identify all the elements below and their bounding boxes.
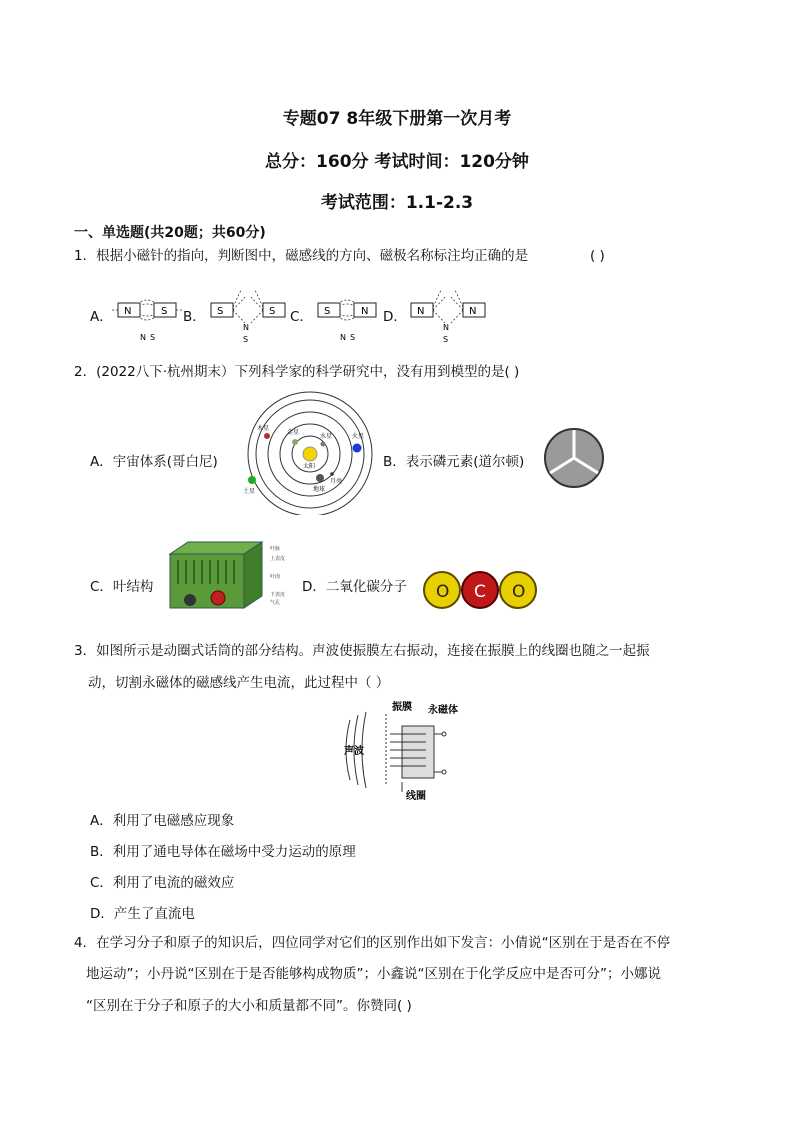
q1-stem: 1．根据小磁针的指向，判断图中，磁感线的方向、磁极名称标注均正确的是 <box>74 248 529 264</box>
coil-label: 线圈 <box>406 791 426 800</box>
q4-line1: 4．在学习分子和原子的知识后，四位同学对它们的区别作出如下发言：小倩说“区别在于是否在不停 <box>74 935 671 951</box>
page-title: 专题07 8年级下册第一次月考 <box>282 109 512 129</box>
q3-option-c: C．利用了电流的磁效应 <box>90 875 235 891</box>
q2-option-b: B．表示磷元素(道尔顿) <box>383 454 525 470</box>
needle-s: S <box>243 335 249 344</box>
leaf-label: 叶脉 <box>270 546 281 552</box>
q2-option-d: D．二氧化碳分子 <box>302 579 407 595</box>
q4-line2: 地运动”；小丹说“区别在于是否能够构成物质”；小鑫说“区别在于化学反应中是否可分”；小娜说 <box>86 966 661 982</box>
planet-label: 土星 <box>243 488 256 495</box>
needle-s: S <box>350 333 356 342</box>
atom-label: C <box>474 582 486 602</box>
atom-label: O <box>512 582 526 602</box>
q2-phosphorus-symbol <box>543 427 605 489</box>
q1-option-c-label: C． <box>290 309 313 325</box>
pole-n: N <box>124 306 132 317</box>
q2-co2-molecule <box>420 568 540 612</box>
planet-label: 火星 <box>352 433 365 440</box>
planet-label: 水星 <box>320 433 333 440</box>
pole-s: S <box>161 306 168 317</box>
needle-n: N <box>140 333 146 342</box>
atom-label: O <box>436 582 450 602</box>
q3-option-d: D．产生了直流电 <box>90 906 195 922</box>
planet-label: 地球 <box>313 486 326 493</box>
section-heading: 一、单选题(共20题；共60分) <box>74 225 266 241</box>
pole-n: N <box>417 306 425 317</box>
q4-line3: “区别在于分子和原子的大小和质量都不同”。你赞同( ) <box>86 998 412 1014</box>
leaf-label: 气孔 <box>270 600 281 606</box>
pole-s: S <box>269 306 276 317</box>
q1-answer-bracket: ( ) <box>590 248 605 264</box>
needle-s: S <box>443 335 449 344</box>
planet-label: 金星 <box>287 429 300 436</box>
pole-s: S <box>217 306 224 317</box>
score-time-line: 总分：160分 考试时间：120分钟 <box>265 152 529 172</box>
magnet-label: 永磁体 <box>428 705 458 716</box>
q1-option-d-label: D． <box>383 309 407 325</box>
q1-diagram-d <box>405 285 490 345</box>
q3-stem-line2: 动，切割永磁体的磁感线产生电流，此过程中（ ） <box>88 675 390 691</box>
q3-option-a: A．利用了电磁感应现象 <box>90 813 235 829</box>
needle-n: N <box>243 323 249 332</box>
needle-n: N <box>443 323 449 332</box>
q3-microphone-figure <box>340 700 470 800</box>
q1-diagram-a <box>110 285 185 345</box>
sound-wave-label: 声波 <box>344 746 364 757</box>
q3-stem-line1: 3．如图所示是动圈式话筒的部分结构。声波使振膜左右振动，连接在振膜上的线圈也随之一起振 <box>74 643 650 659</box>
leaf-label: 叶肉 <box>270 574 281 580</box>
q1-option-a-label: A． <box>90 309 113 325</box>
diaphragm-label: 振膜 <box>392 702 412 713</box>
q2-option-a: A．宇宙体系(哥白尼) <box>90 454 218 470</box>
exam-scope-line: 考试范围：1.1-2.3 <box>320 193 474 213</box>
pole-n: N <box>361 306 369 317</box>
q2-stem: 2．(2022八下·杭州期末）下列科学家的科学研究中，没有用到模型的是( ) <box>74 364 520 380</box>
planet-label: 月亮 <box>330 478 343 485</box>
leaf-label: 下表皮 <box>270 592 286 598</box>
pole-s: S <box>324 306 331 317</box>
q3-option-b: B．利用了通电导体在磁场中受力运动的原理 <box>90 844 356 860</box>
planet-label: 太阳 <box>303 463 316 470</box>
q2-solar-system-figure <box>235 390 385 515</box>
pole-n: N <box>469 306 477 317</box>
needle-s: S <box>150 333 156 342</box>
q2-option-c: C．叶结构 <box>90 579 154 595</box>
leaf-label: 上表皮 <box>270 556 286 562</box>
q2-leaf-structure-figure <box>160 540 300 612</box>
q1-diagram-c <box>310 285 385 345</box>
needle-n: N <box>340 333 346 342</box>
q1-option-b-label: B． <box>183 309 206 325</box>
planet-label: 木星 <box>257 425 270 432</box>
q1-diagram-b <box>205 285 290 345</box>
